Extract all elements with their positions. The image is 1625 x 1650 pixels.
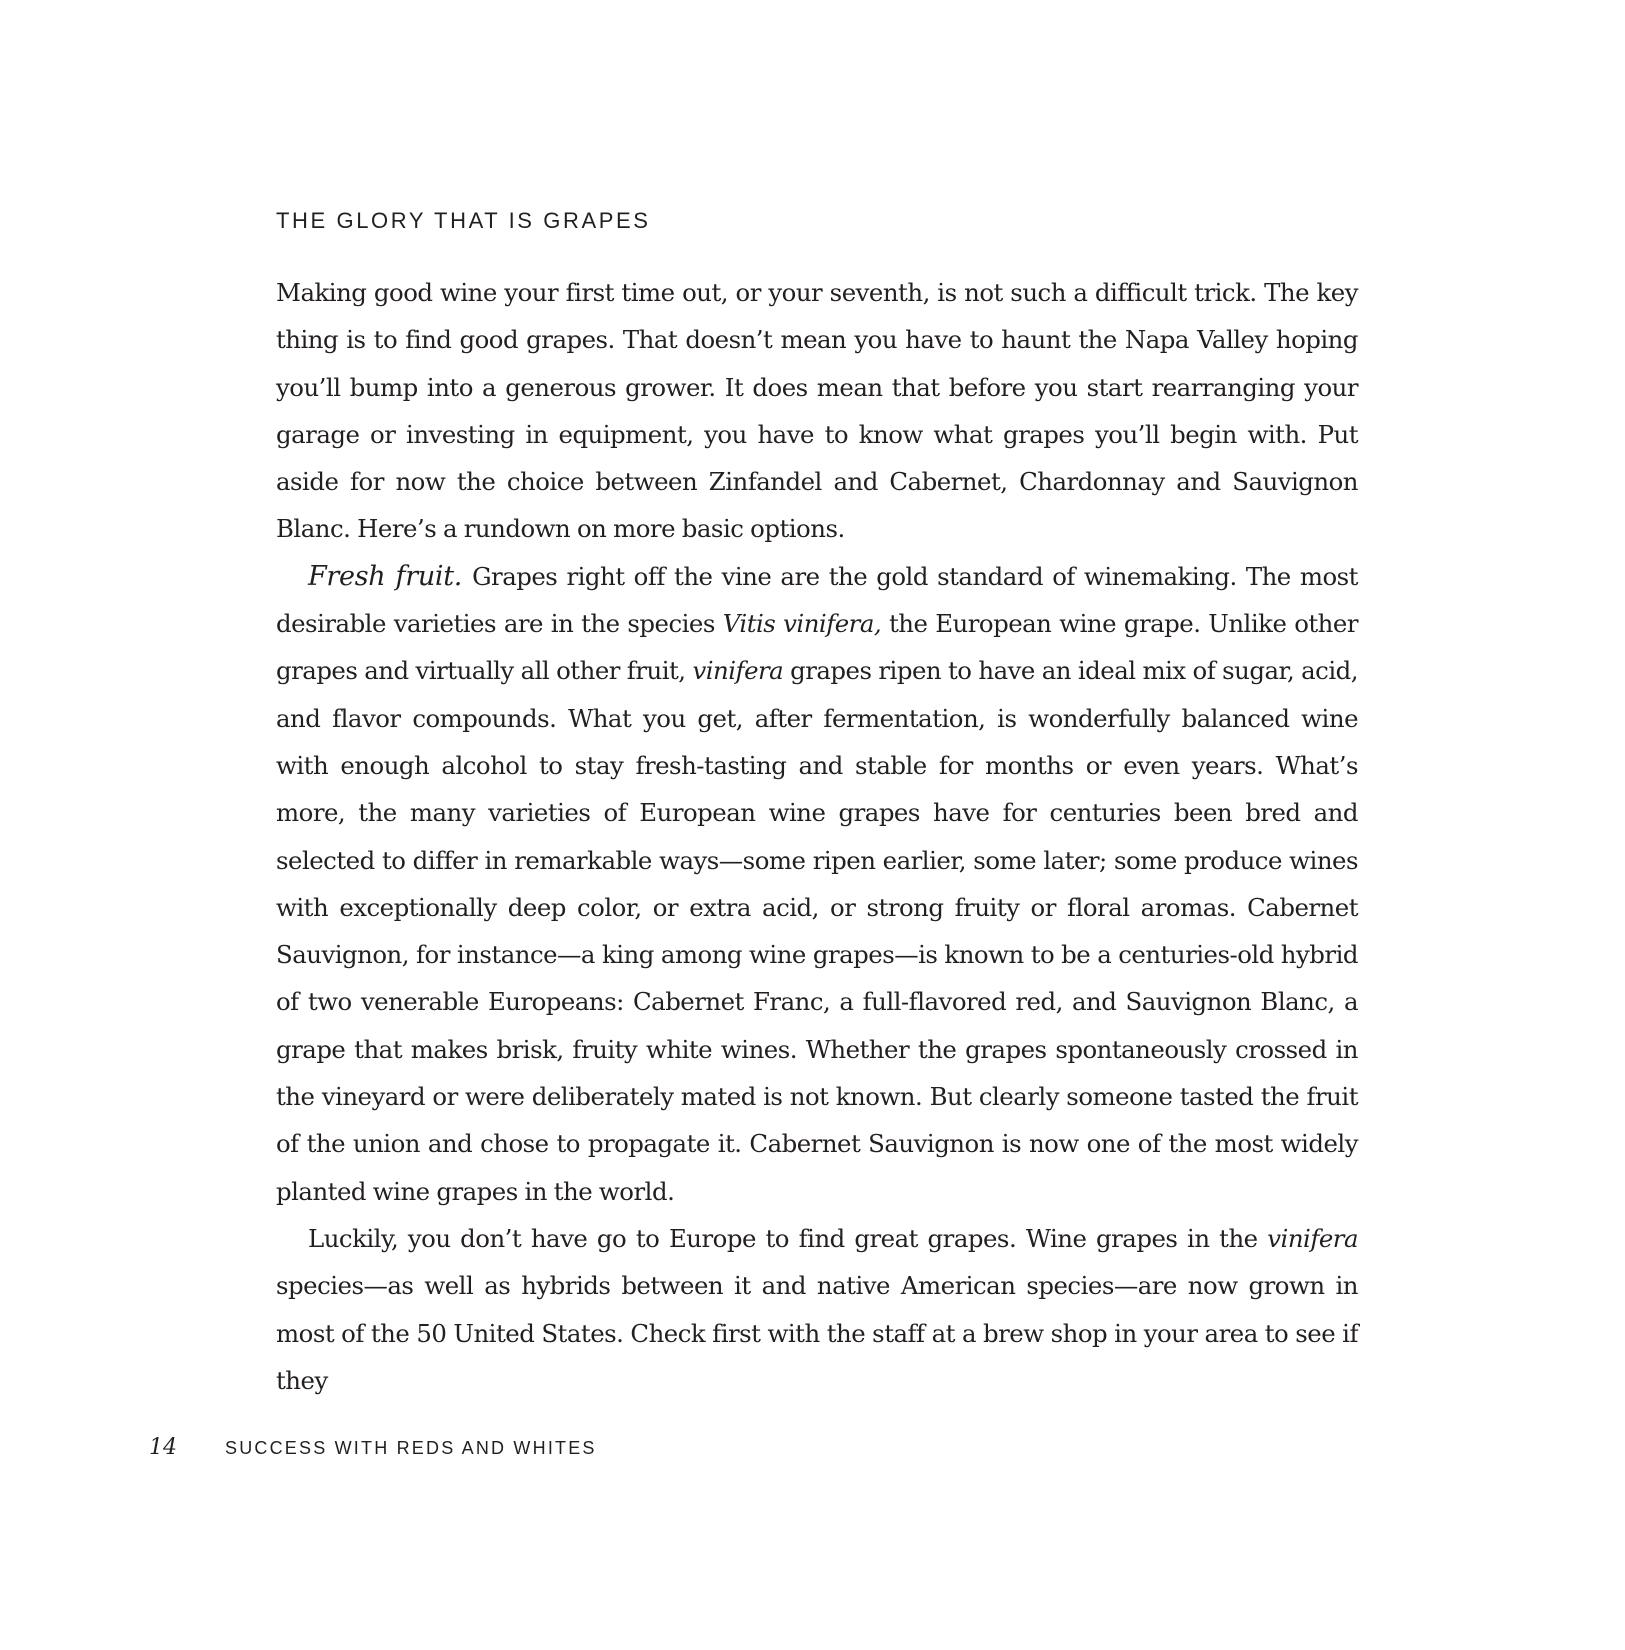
paragraph-text-segment: the European wine grape. Unlike other grapes and virtually all other fruit, (276, 609, 1358, 686)
paragraph-text-segment: species—as well as hybrids between it and native American species—are now grown in most of the 50 United States. Check first with the staff at a brew shop in your area to see if they (276, 1271, 1358, 1395)
page-number: 14 (149, 1435, 177, 1460)
page-footer (149, 1435, 597, 1460)
italic-term: vinifera (1267, 1223, 1358, 1253)
italic-term: vinifera (692, 656, 784, 686)
italic-term: Vitis vinifera, (722, 609, 882, 639)
paragraph-intro-text: Making good wine your first time out, or your seventh, is not such a difficult trick. The key thing is to find good grapes. That doesn’t mean you have to haunt the Napa Valley hoping you’ll bump into a generous grower. It does mean that before you start rearranging your garage or investing in equipment, you have to know what grapes you’ll begin with. Put aside for now the choice between Zinfandel and Cabernet, Chardonnay and Sauvignon Blanc. Here’s a rundown on more basic options. (276, 278, 1358, 544)
paragraph-text-segment: Luckily, you don’t have go to Europe to find great grapes. Wine grapes in the (308, 1223, 1268, 1253)
paragraph-intro (276, 269, 1358, 553)
body-text (276, 269, 1358, 1404)
paragraph-text-segment: grapes ripen to have an ideal mix of sugar, acid, and flavor compounds. What you get, after fermentation, is wonderfully balanced wine with enough alcohol to stay fresh-tasting and stable for months or even years. What’s more, the many varieties of European wine grapes have for centuries been bred and selected to differ in remarkable ways—some ripen earlier, some later; some produce wines with exceptionally deep color, or extra acid, or strong fruity or floral aromas. Cabernet Sauvignon, for instance—a king among wine grapes—is known to be a centuries-old hybrid of two venerable Europeans: Cabernet Franc, a full-flavored red, and Sauvignon Blanc, a grape that makes brisk, fruity white wines. Whether the grapes spontaneously crossed in the vineyard or were deliberately mated is not known. But clearly someone tasted the fruit of the union and chose to propagate it. Cabernet Sauvignon is now one of the most widely planted wine grapes in the world. (276, 656, 1358, 1206)
run-in-heading: Fresh fruit. (308, 560, 463, 592)
paragraph-fresh-fruit (276, 553, 1358, 1215)
paragraph-text-segment: Grapes right off the vine are the gold standard of winemaking. The most desirable varieties are in the species (276, 561, 1358, 639)
running-title: SUCCESS WITH REDS AND WHITES (225, 1438, 597, 1458)
paragraph-luckily (276, 1215, 1358, 1404)
section-heading: THE GLORY THAT IS GRAPES (276, 208, 651, 233)
